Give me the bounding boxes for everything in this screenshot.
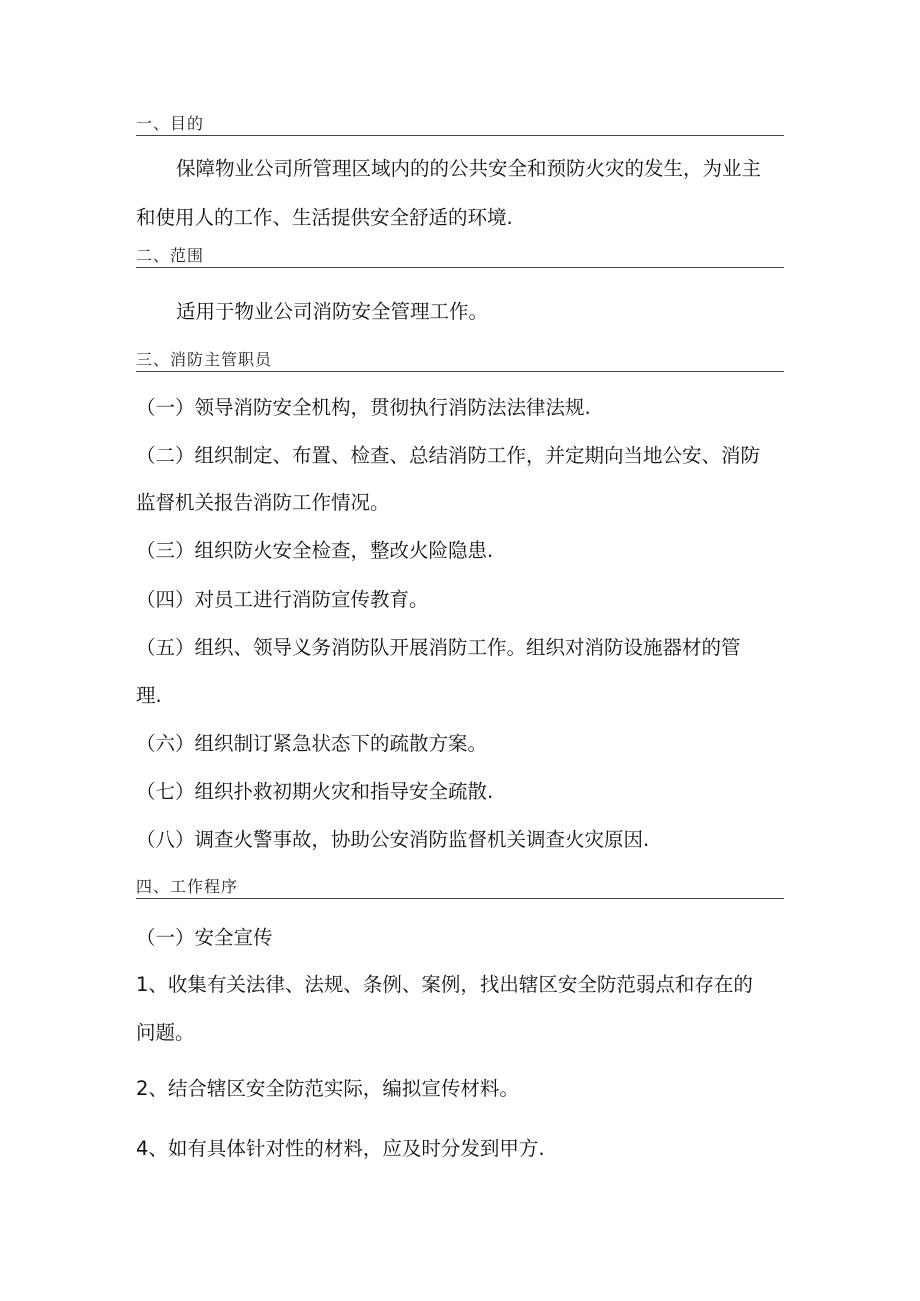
section-heading-scope: 二、范围 [136,246,784,268]
list-item: （一）领导消防安全机构，贯彻执行消防法法律法规. [136,396,591,419]
list-item: （四）对员工进行消防宣传教育。 [136,588,429,611]
list-item: （三）组织防火安全检查，整改火险隐患. [136,539,494,562]
paragraph-line: 适用于物业公司消防安全管理工作。 [176,300,489,323]
list-item: （一）安全宣传 [136,926,273,949]
list-item-continuation: 理. [136,684,162,707]
list-item: 4、如有具体针对性的材料，应及时分发到甲方. [136,1137,545,1160]
section-heading-purpose: 一、目的 [136,114,784,136]
list-item: （五）组织、领导义务消防队开展消防工作。组织对消防设施器材的管 [136,636,741,659]
list-item: 2、结合辖区安全防范实际，编拟宣传材料。 [136,1077,519,1100]
list-item: 1、收集有关法律、法规、条例、案例，找出辖区安全防范弱点和存在的 [136,973,753,996]
paragraph-line: 和使用人的工作、生活提供安全舒适的环境. [136,206,513,229]
list-item: （二）组织制定、布置、检查、总结消防工作，并定期向当地公安、消防 [136,444,761,467]
section-heading-work-procedure: 四、工作程序 [136,877,784,899]
list-item-continuation: 监督机关报告消防工作情况。 [136,491,390,514]
list-item: （七）组织扑救初期火灾和指导安全疏散. [136,780,494,803]
list-item-continuation: 问题。 [136,1021,195,1044]
list-item: （八）调查火警事故，协助公安消防监督机关调查火灾原因. [136,828,650,851]
list-item: （六）组织制订紧急状态下的疏散方案。 [136,732,488,755]
paragraph-line: 保障物业公司所管理区域内的的公共安全和预防火灾的发生，为业主 [176,157,762,180]
section-heading-fire-officer-duties: 三、消防主管职员 [136,350,784,372]
